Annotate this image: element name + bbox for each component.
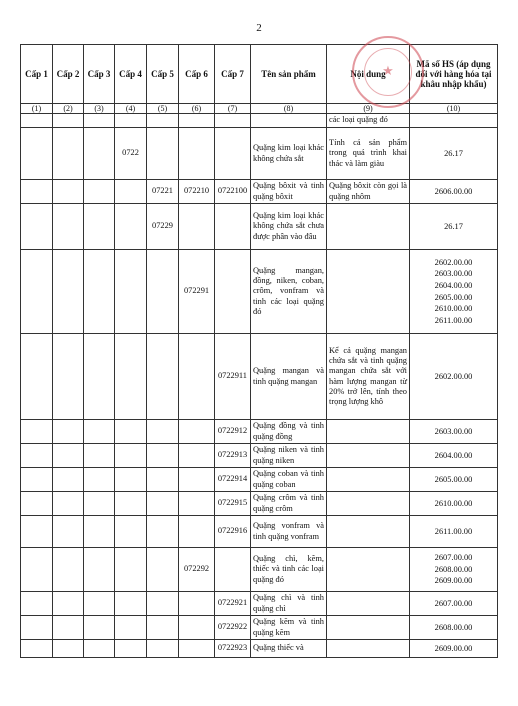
product-name: Quặng chì, kẽm, thiếc và tinh các loại quặng đó [251,548,327,592]
hs-code: 26.17 [444,148,463,158]
level-5-code [147,114,179,128]
level-7-code [215,204,251,250]
level-6-code [179,592,215,616]
hs-code: 26.17 [444,221,463,231]
level-2-cell [53,180,84,204]
hs-code-cell [410,640,498,658]
level-3-cell [84,444,115,468]
column-number: (9) [327,104,410,114]
level-2-cell [53,128,84,180]
product-name: Quặng coban và tinh quặng coban [251,468,327,492]
level-5-code [147,548,179,592]
column-number: (6) [179,104,215,114]
level-3-cell [84,548,115,592]
level-4-code [115,616,147,640]
level-4-code [115,180,147,204]
col-header: Cấp 3 [84,45,115,104]
level-3-cell [84,128,115,180]
product-name [251,114,327,128]
level-1-cell [21,114,53,128]
content-description: Kể cả quặng mangan chứa sắt và tinh quặng mangan chứa sắt với hàm lượng mangan từ 20% trở lên, tính theo trọng lượng khô [327,334,410,420]
level-4-code [115,204,147,250]
hs-code: 2607.00.00 [434,553,473,563]
level-1-cell [21,616,53,640]
product-name: Quặng chì và tinh quặng chì [251,592,327,616]
product-name: Quặng kim loại khác không chứa sắt [251,128,327,180]
level-1-cell [21,468,53,492]
level-2-cell [53,114,84,128]
header-row [21,45,498,104]
level-2-cell [53,492,84,516]
level-4-code [115,548,147,592]
level-7-code: 0722915 [215,492,251,516]
level-5-code: 07221 [147,180,179,204]
hs-code: 2605.00.00 [434,292,473,302]
hs-code: 2608.00.00 [434,564,473,574]
level-3-cell [84,592,115,616]
content-description [327,468,410,492]
level-5-code [147,128,179,180]
level-4-code [115,468,147,492]
level-5-code [147,592,179,616]
level-6-code [179,444,215,468]
content-description [327,516,410,548]
hs-code-cell [410,592,498,616]
level-2-cell [53,616,84,640]
col-header: Cấp 1 [21,45,53,104]
level-5-code: 07229 [147,204,179,250]
level-2-cell [53,420,84,444]
level-7-code: 0722100 [215,180,251,204]
level-7-code [215,128,251,180]
level-1-cell [21,180,53,204]
content-description [327,444,410,468]
content-description: các loại quặng đó [327,114,410,128]
level-4-code [115,250,147,334]
level-7-code: 0722921 [215,592,251,616]
table-row [21,128,498,180]
table-row [21,250,498,334]
level-3-cell [84,114,115,128]
hs-code: 2609.00.00 [434,643,473,653]
hs-code-cell [410,616,498,640]
content-description [327,492,410,516]
content-description [327,420,410,444]
hs-code-cell [410,250,498,334]
level-1-cell [21,334,53,420]
hs-code: 2607.00.00 [434,598,473,608]
table-row [21,516,498,548]
table-row [21,180,498,204]
product-name: Quặng crôm và tinh quặng crôm [251,492,327,516]
product-name: Quặng đồng và tinh quặng đồng [251,420,327,444]
level-3-cell [84,334,115,420]
product-name: Quặng bôxit và tinh quặng bôxit [251,180,327,204]
level-4-code: 0722 [115,128,147,180]
col-header: Cấp 4 [115,45,147,104]
level-2-cell [53,516,84,548]
level-3-cell [84,616,115,640]
table-row [21,204,498,250]
hs-code-cell [410,420,498,444]
level-5-code [147,516,179,548]
level-5-code [147,492,179,516]
level-6-code [179,640,215,658]
level-2-cell [53,250,84,334]
hs-code: 2602.00.00 [434,257,473,267]
hs-code: 2604.00.00 [434,280,473,290]
level-6-code: 072210 [179,180,215,204]
level-1-cell [21,592,53,616]
level-5-code [147,616,179,640]
level-4-code [115,334,147,420]
level-7-code: 0722911 [215,334,251,420]
level-3-cell [84,180,115,204]
level-5-code [147,250,179,334]
hs-code: 2611.00.00 [434,315,473,325]
level-6-code [179,492,215,516]
level-3-cell [84,250,115,334]
level-4-code [115,444,147,468]
content-description [327,592,410,616]
content-description: Quặng bôxit còn gọi là quặng nhôm [327,180,410,204]
column-number: (1) [21,104,53,114]
col-header: Cấp 7 [215,45,251,104]
level-7-code: 0722914 [215,468,251,492]
level-1-cell [21,444,53,468]
product-name: Quặng kẽm và tinh quặng kẽm [251,616,327,640]
level-2-cell [53,334,84,420]
column-number: (10) [410,104,498,114]
hs-code: 2611.00.00 [434,526,473,536]
table-row [21,616,498,640]
level-2-cell [53,468,84,492]
level-4-code [115,114,147,128]
col-header: Cấp 6 [179,45,215,104]
hs-code: 2605.00.00 [434,474,473,484]
col-header: Nội dung [327,45,410,104]
hs-code-cell [410,492,498,516]
column-number: (2) [53,104,84,114]
level-1-cell [21,492,53,516]
content-description [327,548,410,592]
table-row [21,468,498,492]
level-2-cell [53,592,84,616]
level-7-code [215,114,251,128]
product-name: Quặng thiếc và [251,640,327,658]
red-seal-stamp [352,36,424,108]
level-6-code [179,468,215,492]
table-row [21,420,498,444]
level-6-code [179,114,215,128]
table-row [21,114,498,128]
hs-code-cell [410,444,498,468]
content-description [327,250,410,334]
level-3-cell [84,640,115,658]
level-7-code: 0722912 [215,420,251,444]
content-description [327,204,410,250]
hs-code: 2604.00.00 [434,450,473,460]
table-row [21,492,498,516]
hs-code-cell [410,204,498,250]
col-header: Cấp 2 [53,45,84,104]
hs-code-cell [410,548,498,592]
level-7-code [215,250,251,334]
hs-code: 2602.00.00 [434,371,473,381]
level-6-code: 072292 [179,548,215,592]
level-7-code: 0722923 [215,640,251,658]
table-row [21,592,498,616]
level-3-cell [84,516,115,548]
col-header: Tên sản phẩm [251,45,327,104]
col-header: Cấp 5 [147,45,179,104]
level-5-code [147,334,179,420]
level-4-code [115,492,147,516]
level-3-cell [84,204,115,250]
level-7-code: 0722913 [215,444,251,468]
hs-code: 2603.00.00 [434,426,473,436]
product-name: Quặng mangan, đồng, niken, coban, crôm, vonfram và tinh các loại quặng đó [251,250,327,334]
page-number: 2 [256,22,262,34]
level-2-cell [53,204,84,250]
hs-code: 2609.00.00 [434,576,473,586]
hs-code: 2606.00.00 [434,186,473,196]
level-5-code [147,420,179,444]
level-6-code: 072291 [179,250,215,334]
level-6-code [179,616,215,640]
column-number: (5) [147,104,179,114]
product-name: Quặng kim loại khác không chứa sắt chưa được phân vào đâu [251,204,327,250]
level-2-cell [53,640,84,658]
level-5-code [147,640,179,658]
level-1-cell [21,420,53,444]
hs-code-cell [410,516,498,548]
content-description [327,616,410,640]
level-3-cell [84,492,115,516]
column-number: (4) [115,104,147,114]
product-table [20,44,498,658]
column-number-row [21,104,498,114]
table-row [21,334,498,420]
level-7-code [215,548,251,592]
level-4-code [115,640,147,658]
level-5-code [147,468,179,492]
level-4-code [115,592,147,616]
level-6-code [179,516,215,548]
column-number: (7) [215,104,251,114]
level-7-code: 0722916 [215,516,251,548]
hs-code-cell [410,334,498,420]
column-number: (8) [251,104,327,114]
level-7-code: 0722922 [215,616,251,640]
level-2-cell [53,548,84,592]
hs-code: 2610.00.00 [434,498,473,508]
level-2-cell [53,444,84,468]
product-name: Quặng mangan và tinh quặng mangan [251,334,327,420]
col-header: Mã số HS (áp dụng đối với hàng hóa tại khâu nhập khẩu) [410,45,498,104]
hs-code: 2608.00.00 [434,622,473,632]
level-1-cell [21,640,53,658]
content-description: Tính cả sản phẩm trong quá trình khai thác và làm giàu [327,128,410,180]
product-name: Quặng niken và tinh quặng niken [251,444,327,468]
level-1-cell [21,128,53,180]
level-3-cell [84,468,115,492]
level-1-cell [21,548,53,592]
level-6-code [179,334,215,420]
level-1-cell [21,250,53,334]
level-1-cell [21,516,53,548]
level-1-cell [21,204,53,250]
level-5-code [147,444,179,468]
hs-code-cell [410,468,498,492]
product-name: Quặng vonfram và tinh quặng vonfram [251,516,327,548]
hs-code: 2603.00.00 [434,269,473,279]
table-row [21,444,498,468]
table-row [21,640,498,658]
level-4-code [115,516,147,548]
hs-code-cell [410,128,498,180]
column-number: (3) [84,104,115,114]
level-6-code [179,204,215,250]
level-6-code [179,128,215,180]
level-6-code [179,420,215,444]
hs-code-cell [410,114,498,128]
hs-code-cell [410,180,498,204]
level-3-cell [84,420,115,444]
level-4-code [115,420,147,444]
hs-code: 2610.00.00 [434,304,473,314]
content-description [327,640,410,658]
table-row [21,548,498,592]
